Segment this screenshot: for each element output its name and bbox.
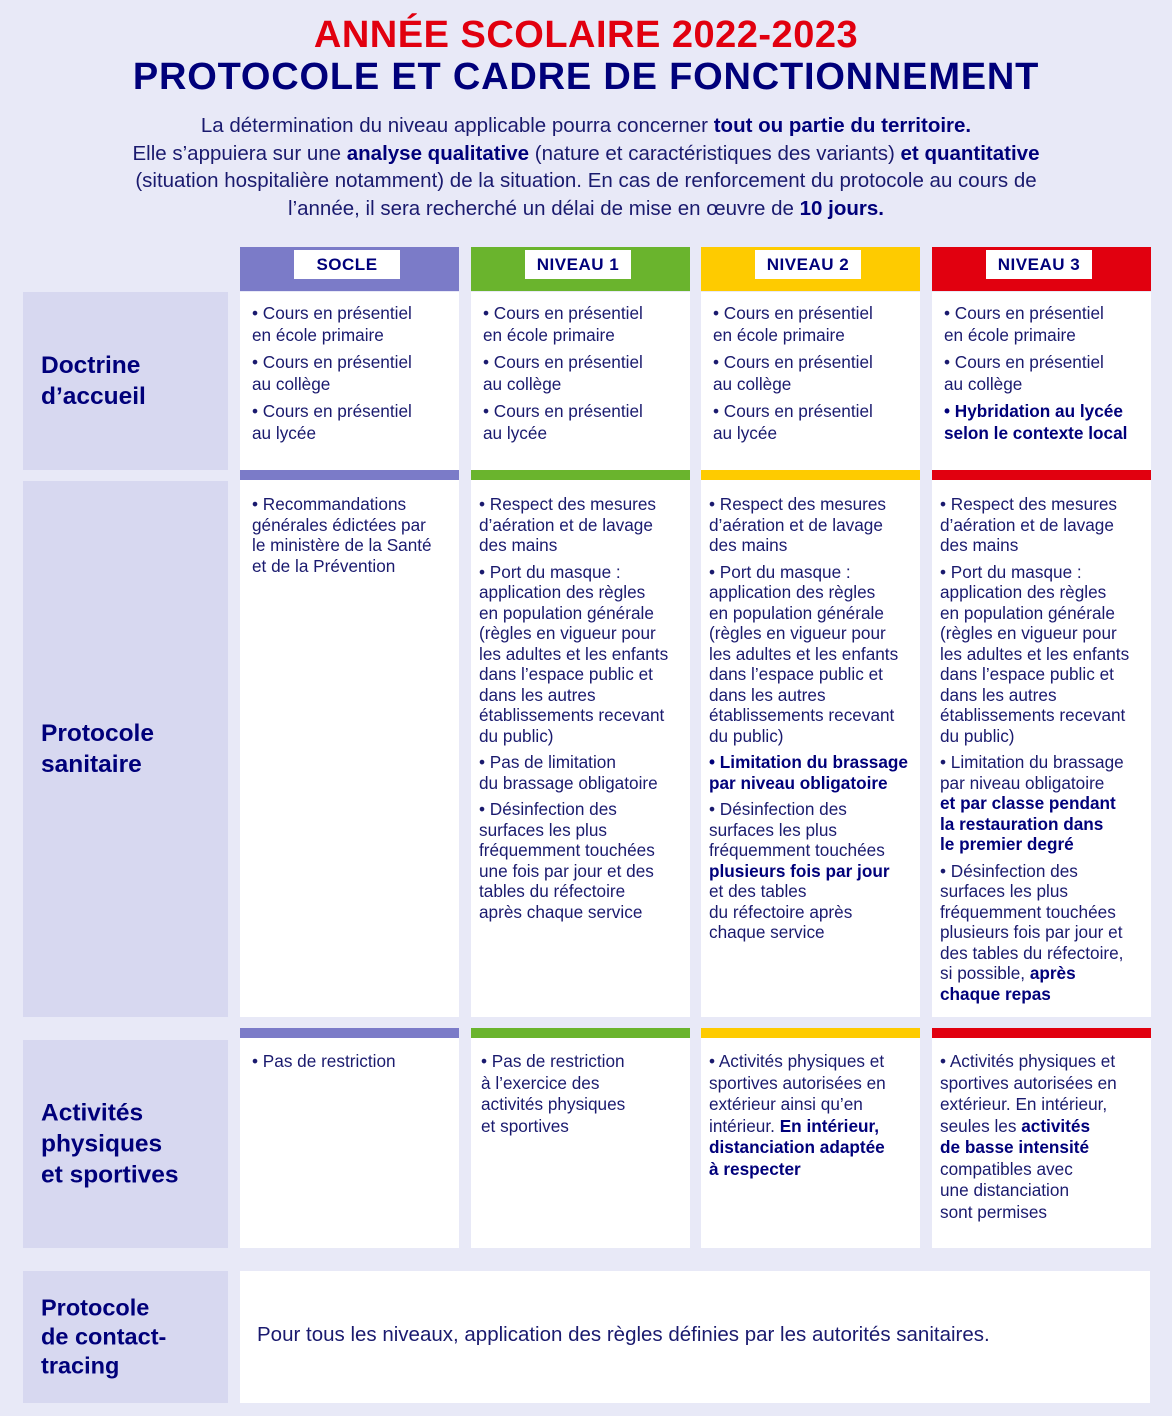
row-label-text: Doctrine d’accueil (41, 352, 146, 410)
color-bar (240, 470, 459, 480)
list-item: • Limitation du brassage par niveau obligatoire (709, 752, 908, 793)
item-text: • Activités physiques et sportives autorisées en extérieur ainsi qu’en intérieur. (709, 1051, 886, 1136)
level-label: SOCLE (294, 250, 400, 279)
row-label-doctrine (23, 292, 228, 470)
contact-tracing-text: Pour tous les niveaux, application des règles définies par les autorités sanitaires. (257, 1323, 990, 1346)
list-item: • Pas de limitation du brassage obligatoire (479, 752, 658, 793)
title-protocol: PROTOCOLE ET CADRE DE FONCTIONNEMENT (132, 56, 1040, 98)
list-item: • Cours en présentiel au collège (483, 352, 643, 394)
header-niveau-1 (471, 247, 690, 291)
row-label-activites (23, 1040, 228, 1248)
item-bold: après chaque repas (940, 963, 1076, 1004)
cell-activites-niveau-3 (932, 1038, 1151, 1248)
cell-sanitaire-niveau-2 (701, 480, 920, 1017)
intro-paragraph (40, 112, 1132, 222)
item-bold: activités de basse intensité (940, 1115, 1091, 1157)
list-item: • Cours en présentiel en école primaire (252, 303, 412, 345)
level-label: NIVEAU 2 (755, 250, 861, 279)
item-text: • Désinfection des surfaces les plus fréquemment touchées (709, 799, 885, 860)
title-year: ANNÉE SCOLAIRE 2022-2023 (313, 14, 859, 56)
intro-text: Elle s’appuiera sur une (132, 141, 347, 165)
item-text: compatibles avec une distanciation sont permises (940, 1158, 1073, 1222)
intro-bold: analyse qualitative (346, 141, 530, 165)
list-item: • Recommandations générales édictées par le ministère de la Santé et de la Prévention (252, 494, 432, 576)
header-niveau-2 (701, 247, 920, 291)
list-item: • Cours en présentiel en école primaire (713, 303, 873, 345)
list-item (940, 861, 1147, 1005)
header-socle (240, 247, 459, 291)
row-label-text: Protocole de contact- tracing (41, 1294, 167, 1379)
item-bold: par classe pendant la restauration dans le premier degré (940, 793, 1116, 854)
list-item: • Pas de restriction à l’exercice des activités physiques et sportives (481, 1051, 626, 1136)
cell-contact-tracing (240, 1271, 1150, 1403)
list-item (940, 1051, 1147, 1223)
cell-doctrine-niveau-1 (471, 292, 690, 470)
list-item: • Respect des mesures d’aération et de lavage des mains (709, 494, 887, 555)
intro-text: l’année, il sera recherché un délai de mise en œuvre de (288, 196, 800, 220)
list-item: • Cours en présentiel en école primaire (944, 303, 1104, 345)
list-item: • Port du masque : application des règles en population générale (règles en vigueur pour les adultes et les enfants dans l’espace public et dans les autres établissements recevant du public) (709, 561, 899, 746)
cell-sanitaire-niveau-3 (932, 480, 1151, 1017)
item-text: • Activités physiques et sportives autorisées en extérieur. En intérieur, seules les (940, 1051, 1117, 1136)
color-bar (471, 1028, 690, 1038)
cell-doctrine-niveau-3 (932, 292, 1151, 470)
cell-sanitaire-socle (240, 480, 459, 1017)
list-item (709, 799, 916, 943)
item-text: et des tables du réfectoire après chaque service (709, 881, 853, 942)
item-bold: et (940, 793, 961, 813)
row-label-text: Activités physiques et sportives (41, 1099, 179, 1189)
intro-bold: 10 jours. (799, 196, 884, 220)
list-item: • Cours en présentiel au collège (944, 352, 1104, 394)
list-item: • Hybridation au lycée selon le contexte local (944, 401, 1128, 443)
cell-activites-niveau-2 (701, 1038, 920, 1248)
list-item: • Cours en présentiel au lycée (252, 401, 412, 443)
list-item: • Respect des mesures d’aération et de lavage des mains (479, 494, 657, 555)
color-bar (471, 470, 690, 480)
intro-bold: tout ou partie du territoire. (713, 114, 972, 137)
list-item: • Cours en présentiel au lycée (713, 401, 873, 443)
cell-doctrine-niveau-2 (701, 292, 920, 470)
item-bold: plusieurs fois par jour (709, 860, 890, 881)
list-item: • Désinfection des surfaces les plus fréquemment touchées une fois par jour et des tables du réfectoire après chaque service (479, 799, 655, 922)
intro-text: (nature et caractéristiques des variants) (529, 141, 901, 165)
row-label-contact (23, 1271, 228, 1403)
list-item: • Cours en présentiel au collège (713, 352, 873, 394)
intro-bold: et quantitative (900, 141, 1040, 165)
intro-text: La détermination du niveau applicable pourra concerner (200, 114, 714, 137)
list-item: • Cours en présentiel au lycée (483, 401, 643, 443)
cell-activites-socle (240, 1038, 459, 1248)
cell-activites-niveau-1 (471, 1038, 690, 1248)
level-label: NIVEAU 1 (525, 250, 631, 279)
list-item (709, 1051, 916, 1180)
color-bar (701, 470, 920, 480)
intro-text: (situation hospitalière notamment) de la situation. En cas de renforcement du protocole au cours de (135, 169, 1037, 192)
item-text: • Désinfection des surfaces les plus fréquemment touchées plusieurs fois par jour et des tables du réfectoire, si possible, (940, 860, 1124, 983)
color-bar (932, 1028, 1151, 1038)
level-label: NIVEAU 3 (986, 250, 1092, 279)
item-text: • Limitation du brassage par niveau obligatoire (940, 752, 1124, 793)
list-item: • Port du masque : application des règles en population générale (règles en vigueur pour les adultes et les enfants dans l’espace public et dans les autres établissements recevant du public) (479, 561, 669, 746)
row-label-sanitaire (23, 481, 228, 1017)
list-item: • Cours en présentiel au collège (252, 352, 412, 394)
row-label-text: Protocole sanitaire (41, 720, 154, 778)
color-bar (240, 1028, 459, 1038)
list-item: • Pas de restriction (252, 1051, 396, 1071)
header-niveau-3 (932, 247, 1151, 291)
cell-doctrine-socle (240, 292, 459, 470)
list-item (940, 752, 1147, 855)
item-bold: En intérieur, distanciation adaptée à respecter (709, 1115, 885, 1179)
color-bar (701, 1028, 920, 1038)
list-item: • Cours en présentiel en école primaire (483, 303, 643, 345)
list-item: • Respect des mesures d’aération et de lavage des mains (940, 494, 1118, 555)
color-bar (932, 470, 1151, 480)
list-item: • Port du masque : application des règles en population générale (règles en vigueur pour les adultes et les enfants dans l’espace public et dans les autres établissements recevant du public) (940, 561, 1130, 746)
cell-sanitaire-niveau-1 (471, 480, 690, 1017)
